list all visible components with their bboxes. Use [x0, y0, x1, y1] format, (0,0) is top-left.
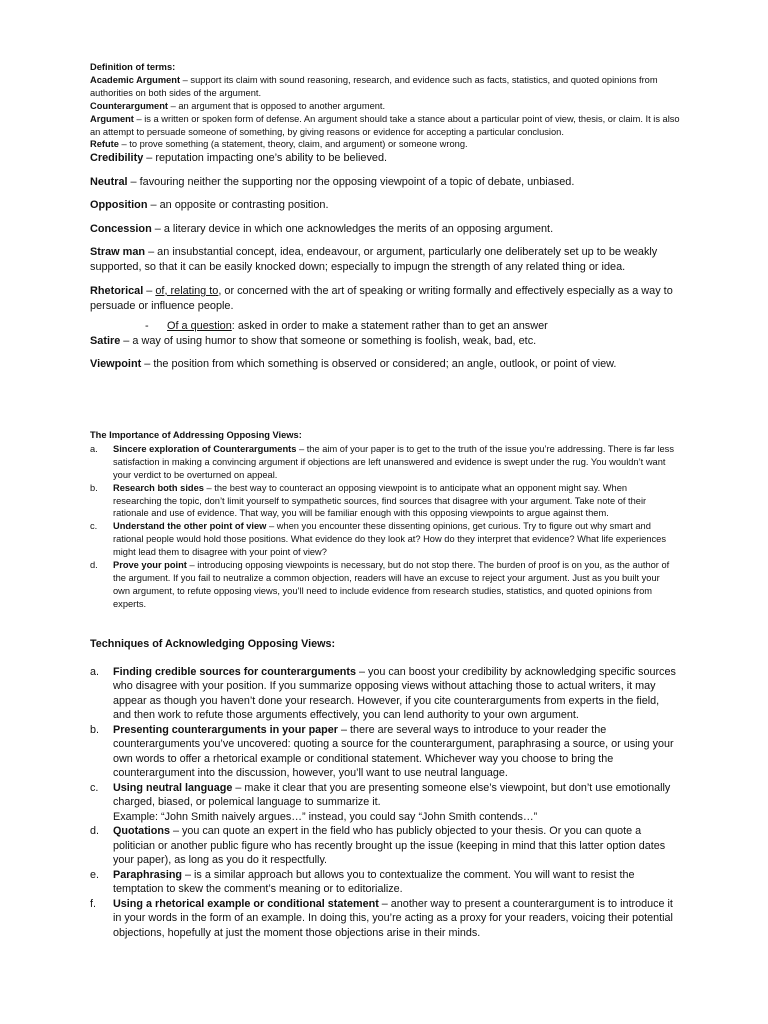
list-item: e. Paraphrasing – is a similar approach but allows you to contextualize the comment. You will want to resist the temptation to skew the comment’s meaning or to editorialize.	[90, 868, 635, 895]
def-rhetorical: Rhetorical – of, relating to, or concerned with the art of speaking or writing formally and effectively especially as a way to persuade or influence people.	[90, 284, 673, 312]
def-neutral: Neutral – favouring neither the supporting nor the opposing viewpoint of a topic of debate, unbiased.	[90, 175, 575, 188]
list-item: a. Finding credible sources for counterarguments – you can boost your credibility by acknowledging specific sources who disagree with your position. If you summarize opposing views without attaching those to actual writers, it may appear as though you haven’t done your research. However, if you cite counterarguments from experts in the field, and then work to refute those arguments effectively, you can lend authority to your own argument.	[90, 665, 676, 721]
example-line: Example: “John Smith naively argues…” instead, you could say “John Smith contends…”	[113, 810, 538, 823]
definitions-heading: Definition of terms:	[90, 62, 176, 72]
techniques-heading: Techniques of Acknowledging Opposing Views:	[90, 638, 336, 650]
def-rhetorical-sub: - Of a question: asked in order to make a statement rather than to get an answer	[145, 319, 548, 332]
def-credibility: Credibility – reputation impacting one’s ability to be believed.	[90, 152, 388, 165]
def-satire: Satire – a way of using humor to show that someone or something is foolish, weak, bad, etc.	[90, 334, 537, 347]
def-argument: Argument – is a written or spoken form of defense. An argument should take a stance about a particular point of view, thesis, or claim. It is also an attempt to persuade someone of something, by giving reasons or evidence for accepting a particular conclusion.	[90, 113, 680, 137]
list-item: c. Understand the other point of view – when you encounter these dissenting opinions, get curious. Try to figure out why smart and rational people would hold those positions. What evidence do they look at? How do they interpret that evidence? What life experiences might lead them to disagree with your point of view?	[90, 521, 666, 558]
def-academic-argument: Academic Argument – support its claim with sound reasoning, research, and evidence such as facts, statistics, and quoted opinions from authorities on both sides of the argument.	[90, 74, 658, 98]
list-item: d. Quotations – you can quote an expert in the field who has publicly objected to your thesis. Or you can quote a politician or another public figure who has recently brought up the issue (keeping in mind that this latter option dates your paper), as long as you do it respectfully.	[90, 825, 666, 866]
question-link[interactable]: Of a question	[167, 319, 232, 332]
list-item: b. Research both sides – the best way to counteract an opposing viewpoint is to anticipate what an opponent might say. When researching the topic, don’t limit yourself to sympathetic sources, find sources that disagree with your argument. Take note of their rationale and use of evidence. That way, you will be familiar enough with this opposing viewpoints to argue against them.	[90, 482, 647, 519]
techniques-list	[90, 665, 676, 941]
def-concession: Concession – a literary device in which one acknowledges the merits of an opposing argument.	[90, 222, 554, 235]
list-item: f. Using a rhetorical example or conditional statement – another way to present a counterargument is to introduce it in your words in the form of an example. In doing this, you’re acting as a proxy for your readers, voicing their potential objections, hopefully at just the moment those objections arise in their minds.	[90, 897, 673, 939]
importance-heading: The Importance of Addressing Opposing Views:	[90, 430, 302, 440]
list-item: b. Presenting counterarguments in your paper – there are several ways to introduce to your reader the counterarguments you’ve uncovered: quoting a source for the counterargument, paraphrasing a source, or using your own words to offer a rhetorical example or conditional statement. Whichever way you choose to bring the counterargument into the discussion, however, you’ll want to use neutral language.	[90, 723, 674, 779]
def-opposition: Opposition – an opposite or contrasting position.	[90, 199, 329, 212]
def-counterargument: Counterargument – an argument that is opposed to another argument.	[90, 100, 386, 111]
importance-list	[90, 443, 676, 611]
rhetorical-link[interactable]: of, relating to	[155, 284, 219, 297]
list-item: c. Using neutral language – make it clear that you are presenting someone else’s viewpoint, but don’t use emotionally charged, biased, or polemical language to summarize it. Example: “John Smith naively argues…” instead, you could say “John Smith contends…”	[90, 781, 671, 823]
definitions-section	[90, 61, 680, 372]
list-item: d. Prove your point – introducing opposing viewpoints is necessary, but do not stop there. The burden of proof is on you, as the author of the argument. If you fail to neutralize a common objection, readers will have an excuse to reject your argument. Just as you built your own argument, to refute opposing views, you’ll need to include evidence from research studies, statistics, and quoted opinions from experts.	[90, 560, 670, 609]
def-straw-man: Straw man – an insubstantial concept, idea, endeavour, or argument, particularly one deliberately set up to be weakly supported, so that it can be easily knocked down; especially to impugn the strength of any related thing or idea.	[90, 246, 658, 274]
importance-section	[90, 429, 676, 611]
list-item: a. Sincere exploration of Counterarguments – the aim of your paper is to get to the truth of the issue you’re addressing. There is far less satisfaction in making a convincing argument if objections are left unanswered and evidence is swept under the rug. You wouldn’t want your verdict to be overturned on appeal.	[90, 443, 674, 480]
def-refute: Refute – to prove something (a statement, theory, claim, and argument) or someone wrong.	[90, 139, 468, 150]
def-viewpoint: Viewpoint – the position from which something is observed or considered; an angle, outlook, or point of view.	[90, 358, 617, 371]
techniques-section	[90, 637, 676, 940]
